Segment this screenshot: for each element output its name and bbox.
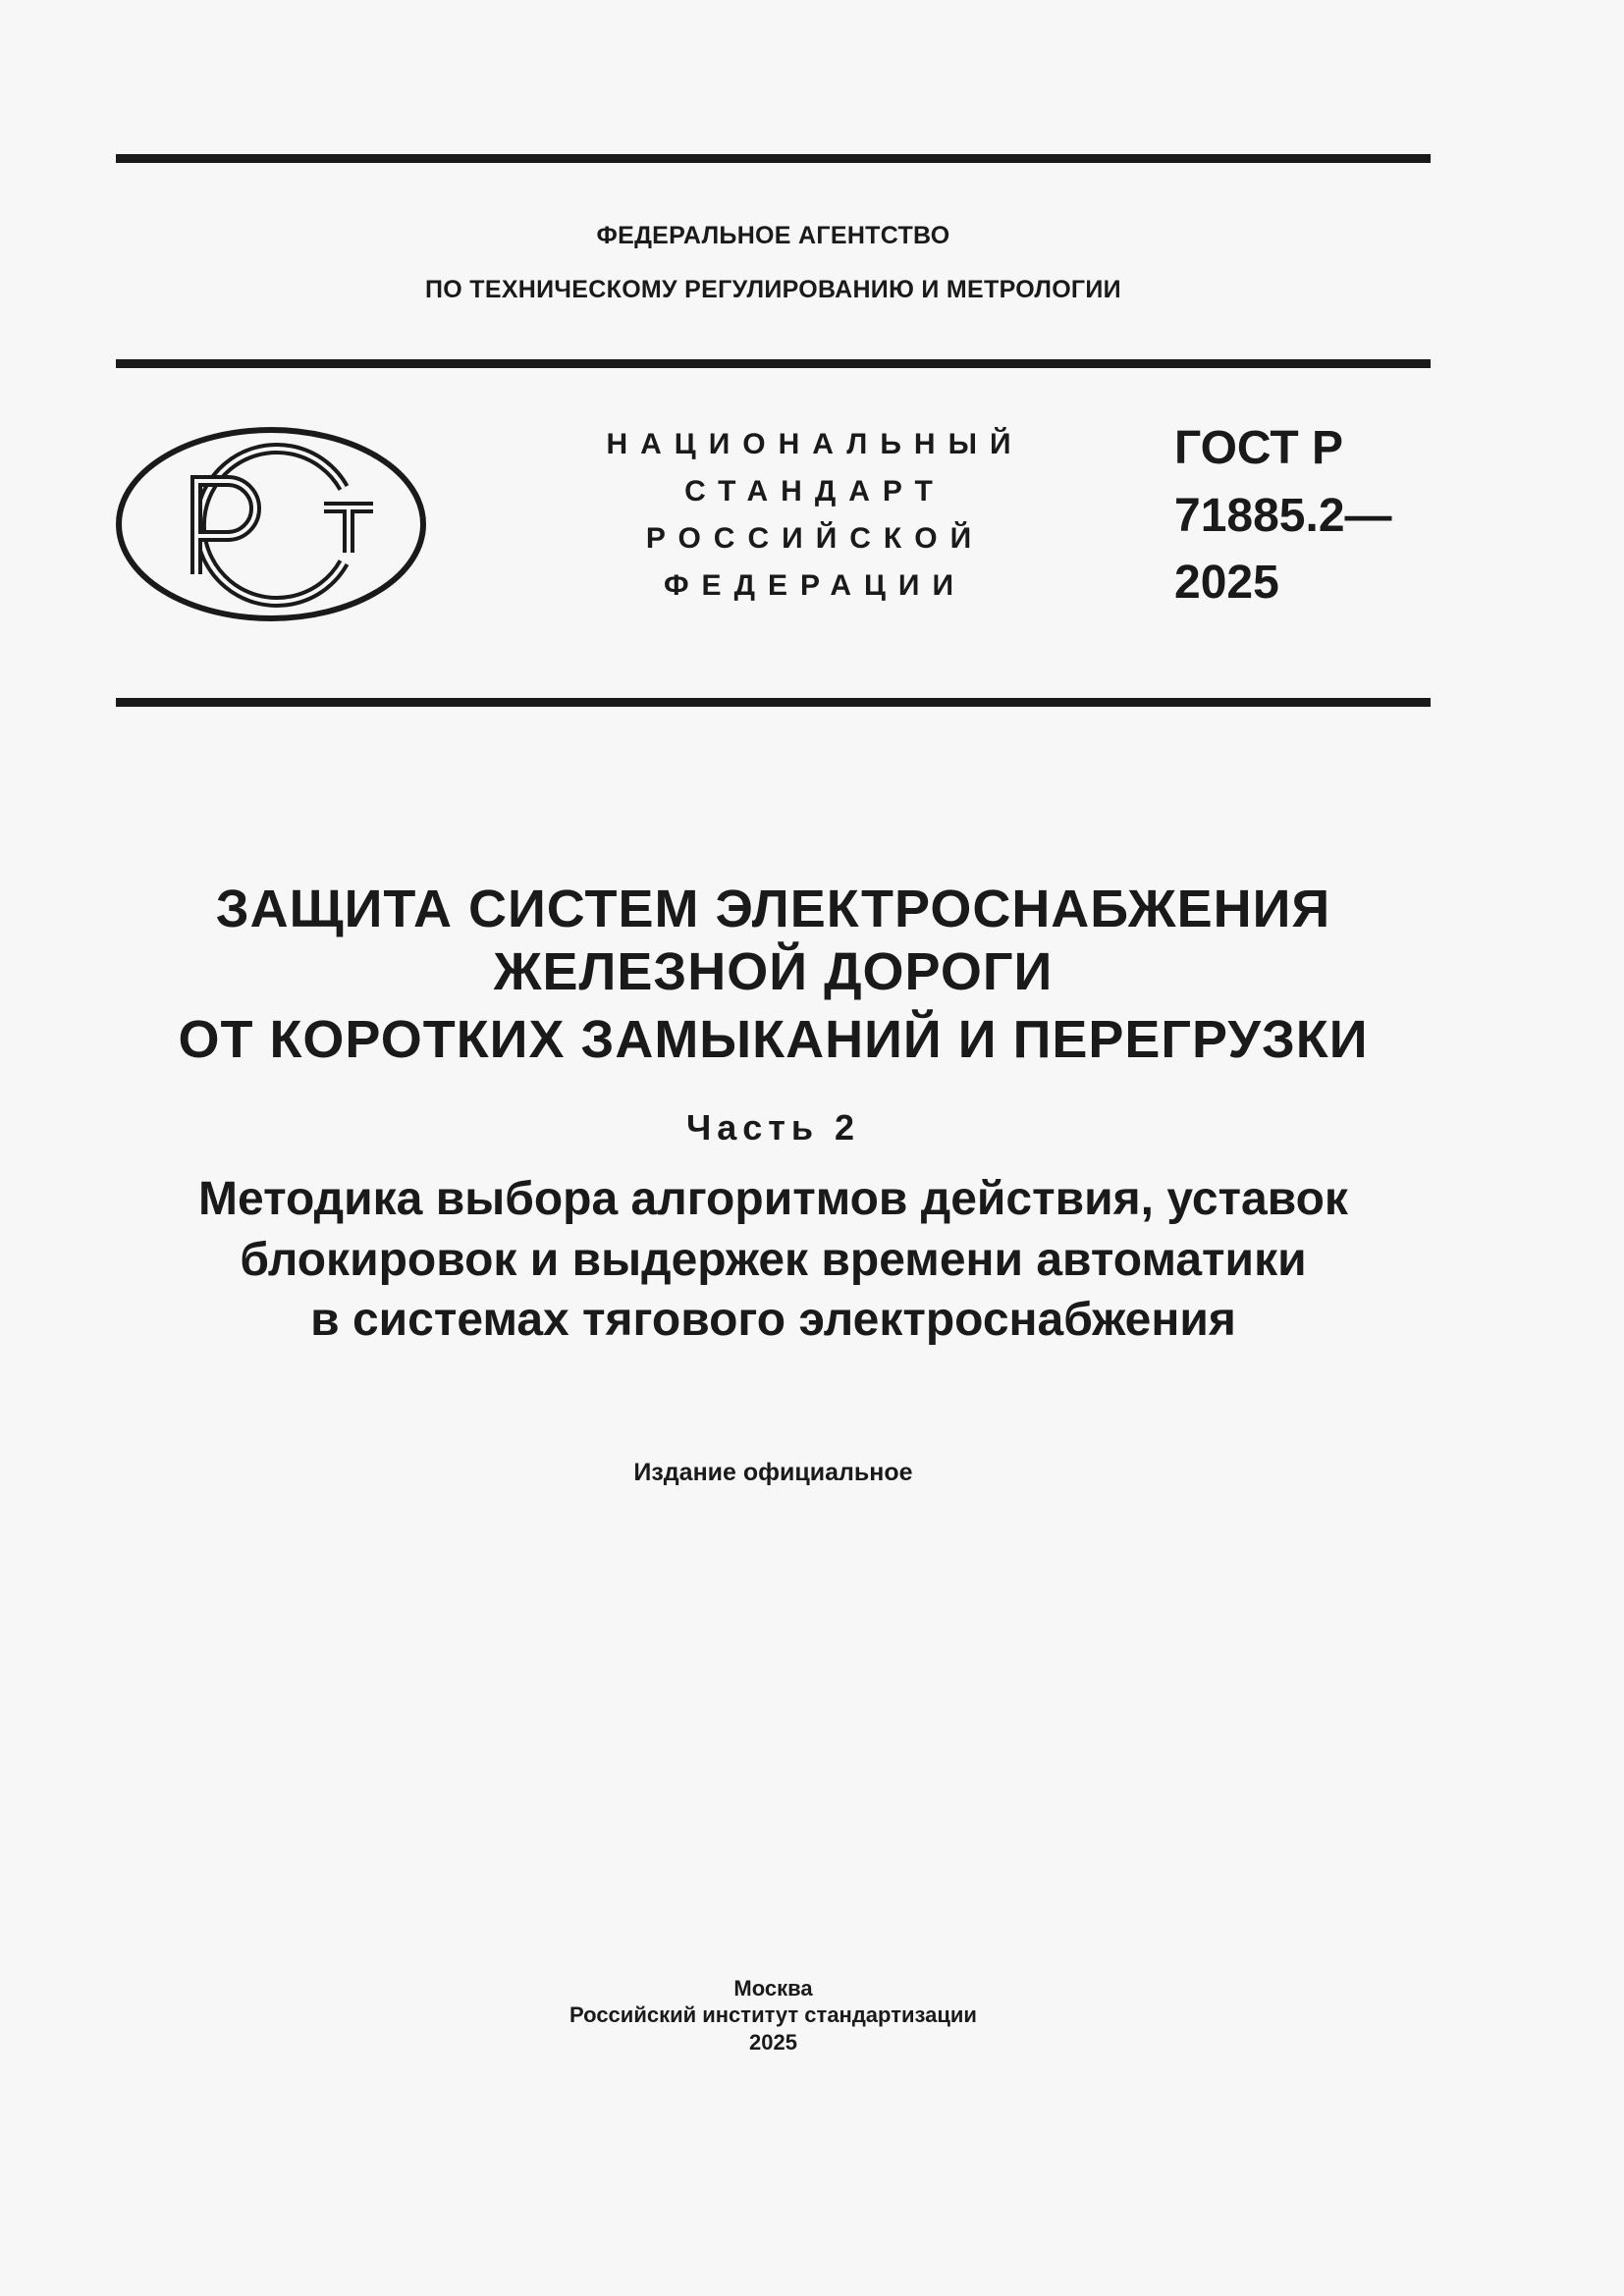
agency-name-line2: ПО ТЕХНИЧЕСКОМУ РЕГУЛИРОВАНИЮ И МЕТРОЛОГИИ [425,276,1121,303]
standard-type-line3: РОССИЙСКОЙ [645,522,985,555]
standard-designation-line2: 71885.2— [1174,490,1392,542]
standard-type-line1: НАЦИОНАЛЬНЫЙ [606,428,1024,460]
document-subtitle-line3: в системах тягового электроснабжения [310,1294,1236,1346]
document-subtitle-line2: блокировок и выдержек времени автоматики [240,1234,1307,1286]
imprint-city: Москва [733,1976,813,2001]
edition-note: Издание официальное [633,1459,913,1486]
rst-certification-mark-icon [116,427,426,621]
top-divider [116,154,1431,163]
agency-name-line1: ФЕДЕРАЛЬНОЕ АГЕНТСТВО [596,222,950,249]
document-subtitle-line1: Методика выбора алгоритмов действия, уставок [198,1173,1348,1225]
standard-designation-line3: 2025 [1174,557,1279,609]
document-title-line1: ЗАЩИТА СИСТЕМ ЭЛЕКТРОСНАБЖЕНИЯ [215,880,1331,938]
standard-type-line2: СТАНДАРТ [684,475,946,507]
imprint-publisher: Российский институт стандартизации [569,2002,977,2027]
document-title-line3: ОТ КОРОТКИХ ЗАМЫКАНИЙ И ПЕРЕГРУЗКИ [178,1010,1369,1069]
middle-divider [116,359,1431,368]
imprint-year: 2025 [749,2030,797,2055]
bottom-divider [116,698,1431,707]
standard-designation-line1: ГОСТ Р [1174,422,1344,474]
part-label: Часть 2 [685,1107,861,1148]
standard-type-line4: ФЕДЕРАЦИИ [663,569,967,602]
document-title-line2: ЖЕЛЕЗНОЙ ДОРОГИ [493,942,1054,1001]
